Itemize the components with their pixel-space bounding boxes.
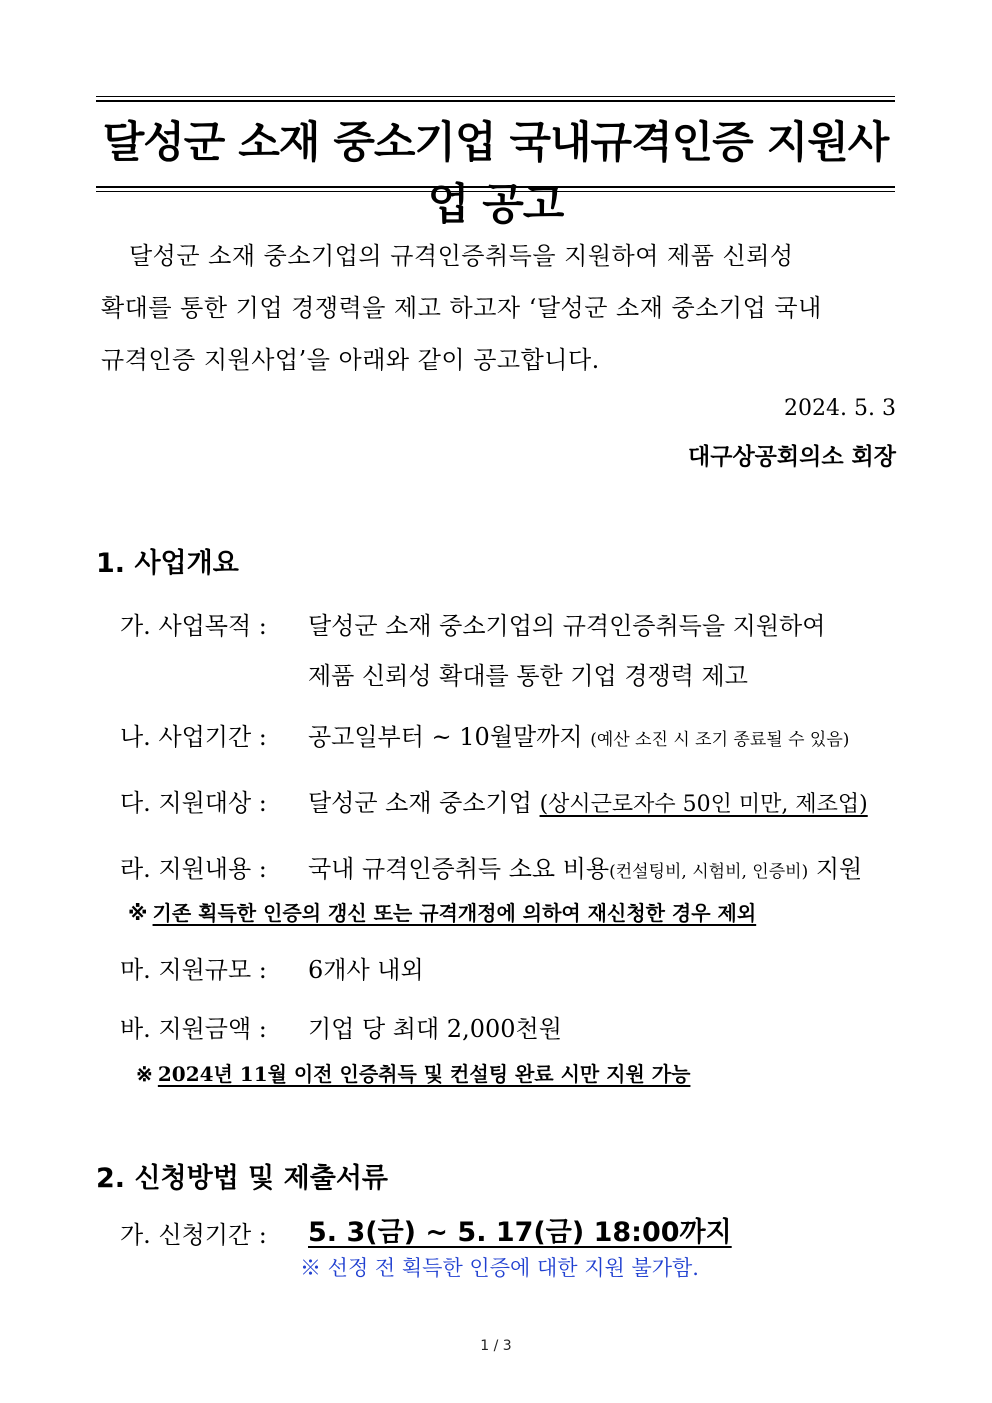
section-heading-application: 2. 신청방법 및 제출서류 — [96, 1163, 388, 1194]
intro-line-2: 확대를 통한 기업 경쟁력을 제고 하고자 ‘달성군 소재 중소기업 국내 — [101, 294, 822, 322]
amount-note — [136, 1058, 690, 1087]
content-note — [128, 897, 756, 926]
amount-note-text: 2024년 11월 이전 인증취득 및 컨설팅 완료 시만 지원 가능 — [157, 1062, 691, 1086]
title-rule-top-thin — [96, 96, 895, 97]
content-note-mark: ※ — [128, 901, 148, 925]
application-note: ※ 선정 전 획득한 인증에 대한 지원 불가함. — [300, 1256, 699, 1280]
section-heading-overview: 1. 사업개요 — [96, 548, 239, 579]
intro-line-3: 규격인증 지원사업’을 아래와 같이 공고합니다. — [101, 346, 600, 374]
period-text: 공고일부터 ~ 10월말까지 — [308, 723, 583, 751]
intro-line-1: 달성군 소재 중소기업의 규격인증취득을 지원하여 제품 신뢰성 — [129, 242, 794, 270]
application-deadline: 5. 3(금) ~ 5. 17(금) 18:00까지 — [308, 1217, 732, 1248]
application-label: 가. 신청기간 : — [120, 1221, 267, 1249]
amount-value: 기업 당 최대 2,000천원 — [308, 1015, 562, 1043]
target-value — [308, 783, 868, 818]
target-detail: (상시근로자수 50인 미만, 제조업) — [539, 792, 868, 817]
target-label: 다. 지원대상 : — [120, 789, 267, 817]
title-rule-top-thick — [96, 100, 895, 102]
period-note: (예산 소진 시 조기 종료될 수 있음) — [590, 730, 850, 750]
period-label: 나. 사업기간 : — [120, 723, 267, 751]
amount-note-mark: ※ — [136, 1062, 153, 1086]
content-value — [308, 849, 862, 884]
content-note-text: 기존 획득한 인증의 갱신 또는 규격개정에 의하여 재신청한 경우 제외 — [152, 901, 757, 925]
page-number: 1 / 3 — [480, 1338, 512, 1354]
content-text-a: 국내 규격인증취득 소요 비용 — [308, 855, 610, 883]
amount-label: 바. 지원금액 : — [120, 1015, 267, 1043]
content-text-c: 지원 — [815, 855, 863, 883]
purpose-label: 가. 사업목적 : — [120, 612, 267, 640]
content-text-b: (컨설팅비, 시험비, 인증비) — [609, 862, 809, 882]
content-label: 라. 지원내용 : — [120, 855, 267, 883]
title-rule-bottom-thick — [96, 186, 895, 188]
purpose-line-2: 제품 신뢰성 확대를 통한 기업 경쟁력 제고 — [308, 662, 748, 690]
purpose-line-1: 달성군 소재 중소기업의 규격인증취득을 지원하여 — [308, 612, 826, 640]
target-text: 달성군 소재 중소기업 — [308, 789, 532, 817]
scale-value: 6개사 내외 — [308, 956, 424, 984]
issuer-name: 대구상공회의소 회장 — [688, 444, 896, 470]
notice-date: 2024. 5. 3 — [784, 396, 896, 421]
title-rule-bottom-thin — [96, 191, 895, 192]
period-value — [308, 717, 849, 752]
scale-label: 마. 지원규모 : — [120, 956, 267, 984]
page-title: 달성군 소재 중소기업 국내규격인증 지원사업 공고 — [102, 118, 889, 230]
